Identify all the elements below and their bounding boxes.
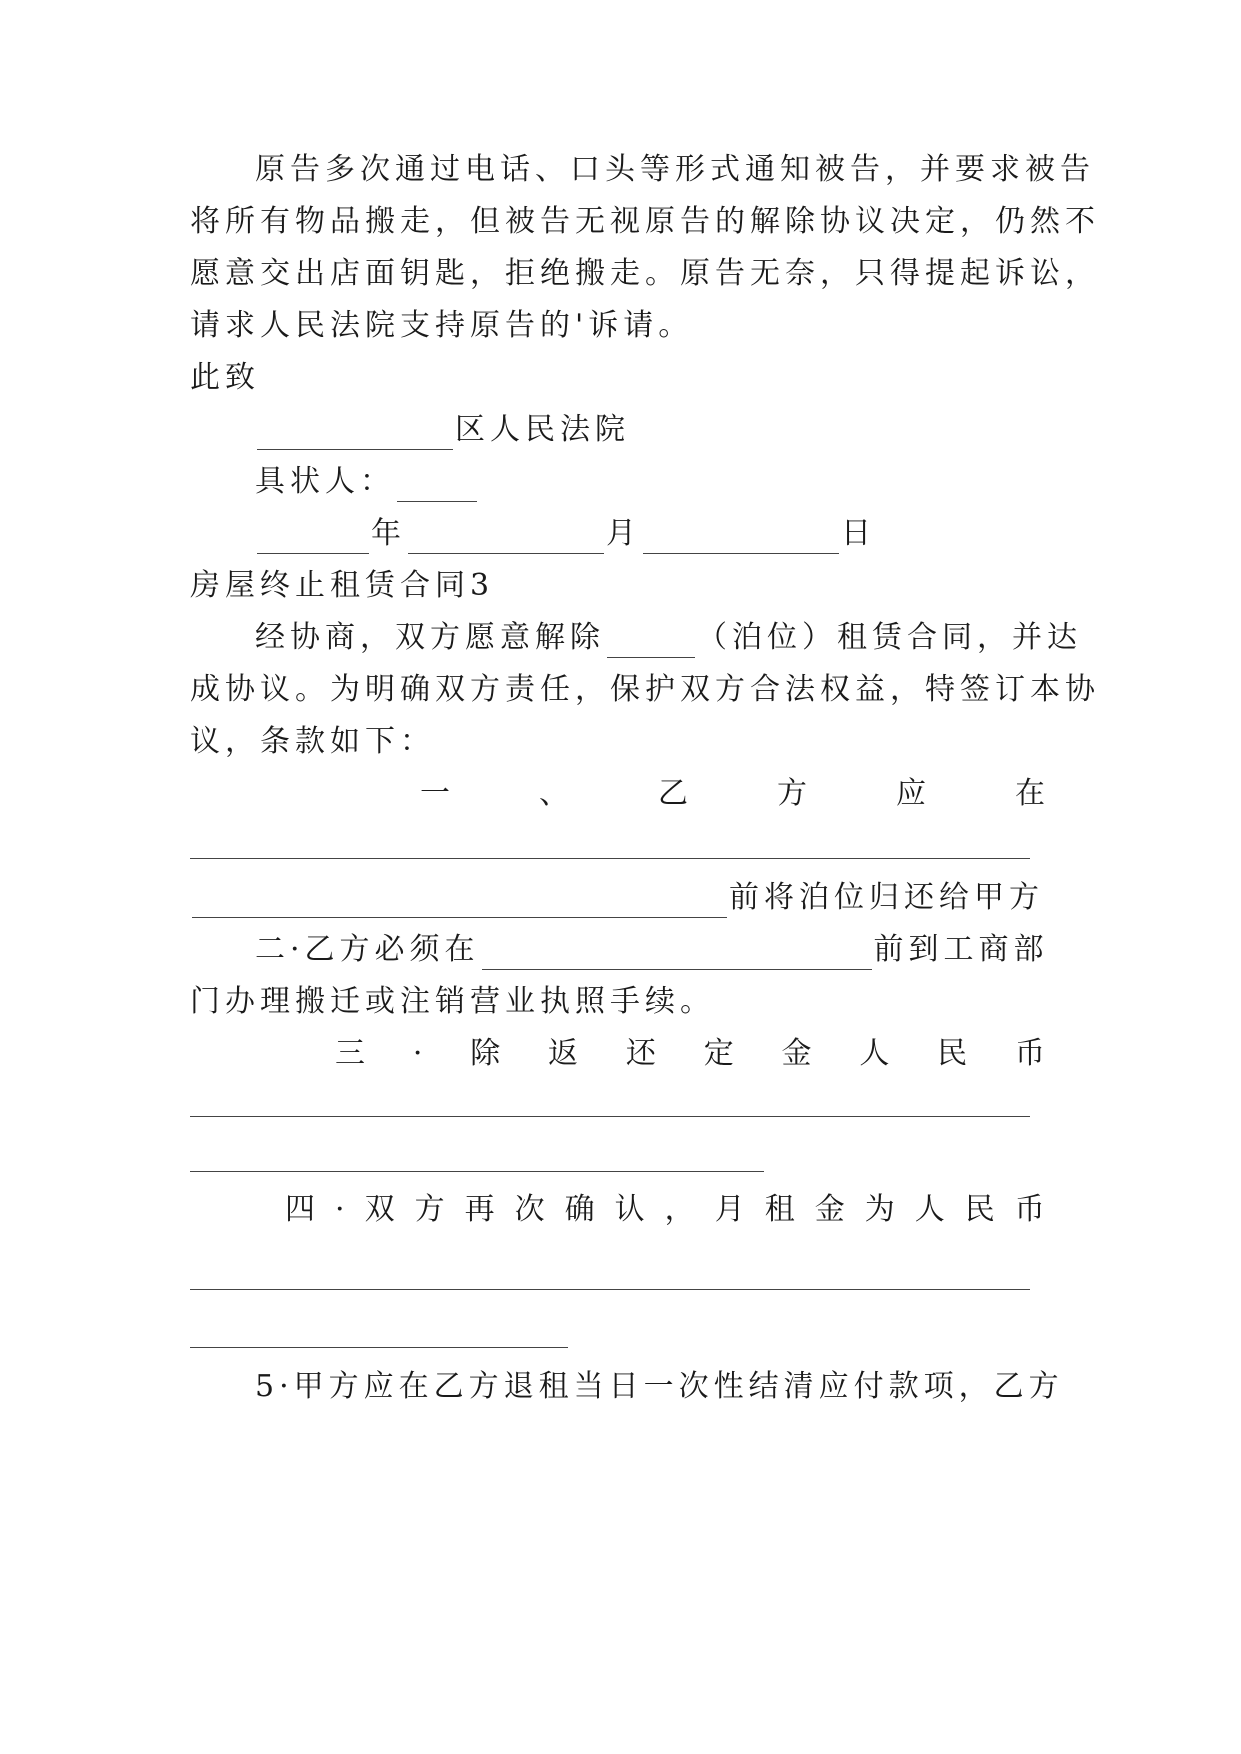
clause-1-tail-line — [190, 878, 1050, 918]
clause-char: 次 — [514, 1192, 550, 1227]
plaintiff-label: 具状人： — [255, 464, 395, 499]
date-day-label: 日 — [841, 516, 876, 551]
salutation: 此致 — [190, 360, 260, 395]
clause-1-line — [420, 774, 1050, 814]
clause-char: 金 — [814, 1192, 850, 1227]
intro-text: 经协商，双方愿意解除 — [255, 620, 605, 655]
court-name-blank — [257, 419, 453, 450]
paragraph-line: 请求人民法院支持原告的'诉请。 — [190, 308, 694, 343]
clause-char: 四 — [285, 1192, 320, 1227]
clause-char: 为 — [864, 1192, 900, 1227]
clause-char: 认 — [614, 1192, 650, 1227]
clause-char: 定 — [703, 1036, 739, 1071]
clause-char: 币 — [1015, 1036, 1050, 1071]
clause-1-tail: 前将泊位归还给甲方 — [729, 880, 1044, 915]
paragraph-line: 议，条款如下： — [190, 724, 435, 759]
clause-3-blank-line — [190, 1116, 1030, 1117]
clause-char: 月 — [714, 1192, 750, 1227]
date-line — [255, 514, 1050, 554]
clause-2-text: 前到工商部 — [873, 932, 1049, 967]
clause-char: · — [412, 1036, 428, 1071]
clause-char: 双 — [364, 1192, 400, 1227]
date-year-label: 年 — [371, 516, 406, 551]
clause-char: 三 — [335, 1036, 370, 1071]
clause-2-text: 二·乙方必须在 — [255, 932, 480, 967]
court-line — [255, 410, 1050, 450]
clause-2-blank — [482, 939, 872, 970]
paragraph-line: 门办理搬迁或注销营业执照手续。 — [190, 984, 715, 1019]
clause-char: 在 — [1015, 776, 1050, 811]
intro-text: （泊位）租赁合同，并达 — [697, 620, 1082, 655]
paragraph-line: 将所有物品搬走，但被告无视原告的解除协议决定，仍然不 — [190, 204, 1100, 239]
clause-char: 民 — [964, 1192, 1000, 1227]
day-blank — [643, 523, 839, 554]
plaintiff-blank — [397, 471, 477, 502]
clause-char: · — [335, 1192, 350, 1227]
clause-char: 、 — [539, 776, 574, 811]
court-suffix: 区人民法院 — [455, 412, 630, 447]
clause-3-blank-line — [190, 1171, 764, 1172]
month-blank — [408, 523, 604, 554]
clause-char: 金 — [781, 1036, 817, 1071]
paragraph-line: 成协议。为明确双方责任，保护双方合法权益，特签订本协 — [190, 672, 1100, 707]
clause-char: 人 — [914, 1192, 950, 1227]
plaintiff-line — [255, 462, 1050, 502]
intro-line — [255, 618, 1082, 658]
year-blank — [257, 523, 369, 554]
clause-4-line — [285, 1190, 1050, 1230]
clause-3-line — [335, 1034, 1050, 1074]
clause-char: 方 — [414, 1192, 450, 1227]
berth-blank — [607, 627, 695, 658]
paragraph-line: 原告多次通过电话、口头等形式通知被告，并要求被告 — [255, 152, 1095, 187]
section-heading: 房屋终止租赁合同3 — [190, 568, 495, 603]
clause-char: 还 — [625, 1036, 661, 1071]
clause-char: 人 — [859, 1036, 895, 1071]
clause-char: 除 — [470, 1036, 506, 1071]
date-month-label: 月 — [606, 516, 641, 551]
clause-char: 一 — [420, 776, 455, 811]
clause-char: 租 — [764, 1192, 800, 1227]
clause-2-line — [255, 930, 1050, 970]
clause-1-blank-line — [190, 858, 1030, 859]
clause-1-blank — [192, 887, 727, 918]
clause-char: 币 — [1014, 1192, 1050, 1227]
clause-4-blank-line — [190, 1347, 568, 1348]
clause-char: 应 — [896, 776, 931, 811]
clause-5-line: 5·甲方应在乙方退租当日一次性结清应付款项，乙方 — [255, 1369, 1064, 1404]
clause-char: 确 — [564, 1192, 600, 1227]
clause-char: 返 — [548, 1036, 584, 1071]
clause-char: 再 — [464, 1192, 500, 1227]
clause-char: 乙 — [658, 776, 693, 811]
clause-char: 民 — [937, 1036, 973, 1071]
clause-4-blank-line — [190, 1289, 1030, 1290]
clause-char: 方 — [777, 776, 812, 811]
paragraph-line: 愿意交出店面钥匙，拒绝搬走。原告无奈，只得提起诉讼， — [190, 256, 1100, 291]
clause-char: ， — [664, 1192, 700, 1227]
